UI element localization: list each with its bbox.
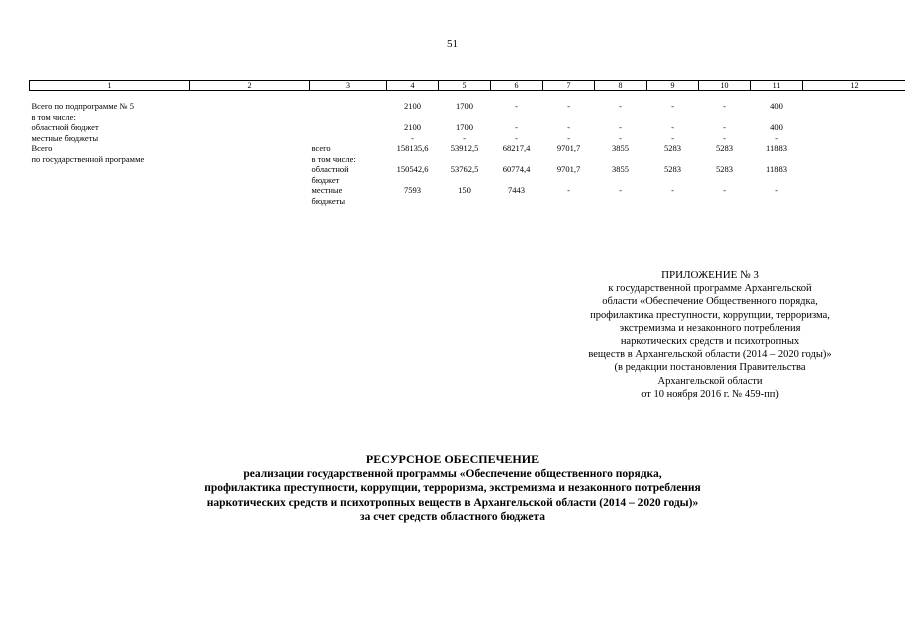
table-cell <box>803 133 905 144</box>
header-cell: 6 <box>491 81 543 91</box>
table-cell: - <box>515 132 518 143</box>
header-cell: 12 <box>803 81 905 91</box>
table-cell <box>803 196 905 207</box>
table-cell <box>699 154 751 165</box>
table-cell: - <box>723 185 726 195</box>
table-cell: областной бюджет <box>31 122 99 132</box>
table-cell: 3855 <box>612 164 629 174</box>
table-cell: 5283 <box>716 143 733 153</box>
table-cell <box>30 175 190 186</box>
table-cell <box>491 112 543 123</box>
table-cell: 68217,4 <box>502 143 531 153</box>
appendix-line: области «Обеспечение Общественного порядка, <box>602 296 818 308</box>
table-cell <box>803 175 905 186</box>
table-cell: - <box>671 122 674 132</box>
table-cell: 9701,7 <box>556 143 581 153</box>
table-cell <box>190 175 310 186</box>
table-cell <box>30 196 190 207</box>
table-cell <box>190 143 310 154</box>
table-row <box>30 154 905 165</box>
table-cell: 9701,7 <box>556 164 581 174</box>
table-cell: 5283 <box>716 164 733 174</box>
header-cell: 5 <box>439 81 491 91</box>
table-cell <box>190 196 310 207</box>
header-cell: 1 <box>30 81 190 91</box>
table-cell: 3855 <box>612 143 629 153</box>
table-cell <box>310 133 387 144</box>
table-cell: - <box>619 132 622 143</box>
table-cell <box>190 122 310 133</box>
table-cell: бюджеты <box>311 195 346 206</box>
table-cell <box>190 112 310 123</box>
table-cell <box>387 175 439 186</box>
table-cell <box>595 196 647 207</box>
header-cell: 2 <box>190 81 310 91</box>
table-cell: местные бюджеты <box>31 132 99 143</box>
table-cell: 11883 <box>766 164 787 174</box>
table-cell: - <box>411 132 414 143</box>
table-cell: - <box>619 122 622 132</box>
table-cell <box>439 112 491 123</box>
table-cell <box>439 196 491 207</box>
appendix-block <box>545 269 875 401</box>
table-cell <box>30 164 190 175</box>
table-cell <box>190 164 310 175</box>
table-cell: - <box>775 132 778 143</box>
table-cell: - <box>671 101 674 111</box>
table-cell: - <box>567 185 570 195</box>
table-cell: - <box>515 122 518 132</box>
appendix-line: к государственной программе Архангельской <box>608 283 812 295</box>
table-cell <box>543 175 595 186</box>
table-cell: 400 <box>770 122 783 132</box>
table-cell <box>439 175 491 186</box>
table-cell <box>491 196 543 207</box>
title-heading: РЕСУРСНОЕ ОБЕСПЕЧЕНИЕ <box>365 452 540 466</box>
table-cell: - <box>671 185 674 195</box>
table-row <box>30 112 905 123</box>
page-number: 51 <box>447 38 458 50</box>
table-cell <box>190 101 310 112</box>
table-cell: по государственной программе <box>31 153 145 164</box>
table-cell <box>491 175 543 186</box>
table-cell <box>543 112 595 123</box>
table-cell <box>543 154 595 165</box>
table-cell: всего <box>311 143 331 153</box>
table-cell <box>803 185 905 196</box>
header-cell: 4 <box>387 81 439 91</box>
table-cell <box>751 154 803 165</box>
table-cell <box>439 154 491 165</box>
table-cell: - <box>671 132 674 143</box>
table-row <box>30 196 905 207</box>
header-cell: 10 <box>699 81 751 91</box>
table-cell <box>699 112 751 123</box>
table-cell <box>387 196 439 207</box>
table-cell: в том числе: <box>311 153 356 164</box>
table-cell <box>803 164 905 175</box>
table-cell <box>30 185 190 196</box>
title-line: реализации государственной программы «Обеспечение общественного порядка, <box>243 467 662 480</box>
table-cell: - <box>723 132 726 143</box>
table-cell: 11883 <box>766 143 787 153</box>
table-cell: 400 <box>770 101 783 111</box>
table-cell <box>310 101 387 112</box>
title-line: наркотических средств и психотропных веществ в Архангельской области (2014 – 2020 годы)» <box>206 496 699 509</box>
table-cell: - <box>567 101 570 111</box>
table-body <box>30 101 905 206</box>
title-line: за счет средств областного бюджета <box>360 511 545 524</box>
header-cell: 9 <box>647 81 699 91</box>
table-cell: - <box>619 101 622 111</box>
appendix-line: (в редакции постановления Правительства <box>614 362 806 374</box>
appendix-line: от 10 ноября 2016 г. № 459-пп) <box>641 388 779 400</box>
table-cell <box>491 154 543 165</box>
table-cell: - <box>515 101 518 111</box>
table-cell: областной <box>311 164 349 174</box>
table-cell: 53912,5 <box>450 143 479 153</box>
appendix-line: экстремизма и незаконного потребления <box>619 322 801 334</box>
table-cell: - <box>775 185 778 195</box>
table-cell: - <box>619 185 622 195</box>
table-row <box>30 185 905 196</box>
table-cell <box>647 112 699 123</box>
appendix-line: веществ в Архангельской области (2014 – 2020 годы)» <box>588 349 832 361</box>
table-cell: бюджет <box>311 174 340 185</box>
table-cell: Всего по подпрограмме № 5 <box>31 101 134 111</box>
table-cell <box>751 112 803 123</box>
table-cell <box>699 196 751 207</box>
table-cell <box>803 101 905 112</box>
table-cell: 1700 <box>456 101 473 111</box>
table-cell: - <box>567 132 570 143</box>
table-cell: 150542,6 <box>396 164 429 174</box>
table-row <box>30 143 905 154</box>
header-cell: 7 <box>543 81 595 91</box>
table-cell: в том числе: <box>31 111 76 122</box>
table-cell <box>387 112 439 123</box>
table-cell: - <box>723 122 726 132</box>
table-cell: 1700 <box>456 122 473 132</box>
document-title <box>0 452 905 525</box>
appendix-line: наркотических средств и психотропных <box>620 336 800 348</box>
table-cell <box>190 133 310 144</box>
header-cell: 8 <box>595 81 647 91</box>
table-cell <box>803 143 905 154</box>
table-cell: 53762,5 <box>450 164 479 174</box>
table-cell <box>751 196 803 207</box>
table-cell: 2100 <box>404 101 421 111</box>
table-row <box>30 133 905 144</box>
header-cell: 3 <box>310 81 387 91</box>
table-cell <box>803 122 905 133</box>
table-cell <box>387 154 439 165</box>
table-cell: Всего <box>31 143 53 153</box>
table-cell <box>803 112 905 123</box>
table-cell: 60774,4 <box>502 164 531 174</box>
table-row <box>30 101 905 112</box>
appendix-line: профилактика преступности, коррупции, терроризма, <box>590 309 830 321</box>
title-line: профилактика преступности, коррупции, терроризма, экстремизма и незаконного потребления <box>204 482 701 495</box>
table-cell <box>803 154 905 165</box>
table-cell: 158135,6 <box>396 143 429 153</box>
appendix-line: Архангельской области <box>657 375 763 387</box>
table-cell <box>647 154 699 165</box>
resource-table <box>29 80 905 206</box>
table-row <box>30 175 905 186</box>
table-cell: - <box>723 101 726 111</box>
table-cell <box>190 154 310 165</box>
header-cell: 11 <box>751 81 803 91</box>
table-cell <box>595 112 647 123</box>
table-cell <box>751 175 803 186</box>
table-cell: - <box>567 122 570 132</box>
table-cell <box>190 185 310 196</box>
table-cell: 5283 <box>664 164 681 174</box>
table-header-row <box>30 81 905 91</box>
table-cell: 5283 <box>664 143 681 153</box>
appendix-title: ПРИЛОЖЕНИЕ № 3 <box>661 269 759 281</box>
table-cell: 150 <box>458 185 471 195</box>
table-cell: 7443 <box>508 185 525 195</box>
table-cell <box>310 112 387 123</box>
table-cell <box>595 175 647 186</box>
table-cell <box>595 154 647 165</box>
table-row <box>30 164 905 175</box>
table-cell <box>647 175 699 186</box>
table-cell <box>310 122 387 133</box>
table-cell <box>543 196 595 207</box>
table-cell: - <box>463 132 466 143</box>
table-cell <box>647 196 699 207</box>
table-cell: 7593 <box>404 185 421 195</box>
table-cell: 2100 <box>404 122 421 132</box>
table-cell <box>699 175 751 186</box>
table-cell: местные <box>311 185 343 195</box>
table-row <box>30 122 905 133</box>
